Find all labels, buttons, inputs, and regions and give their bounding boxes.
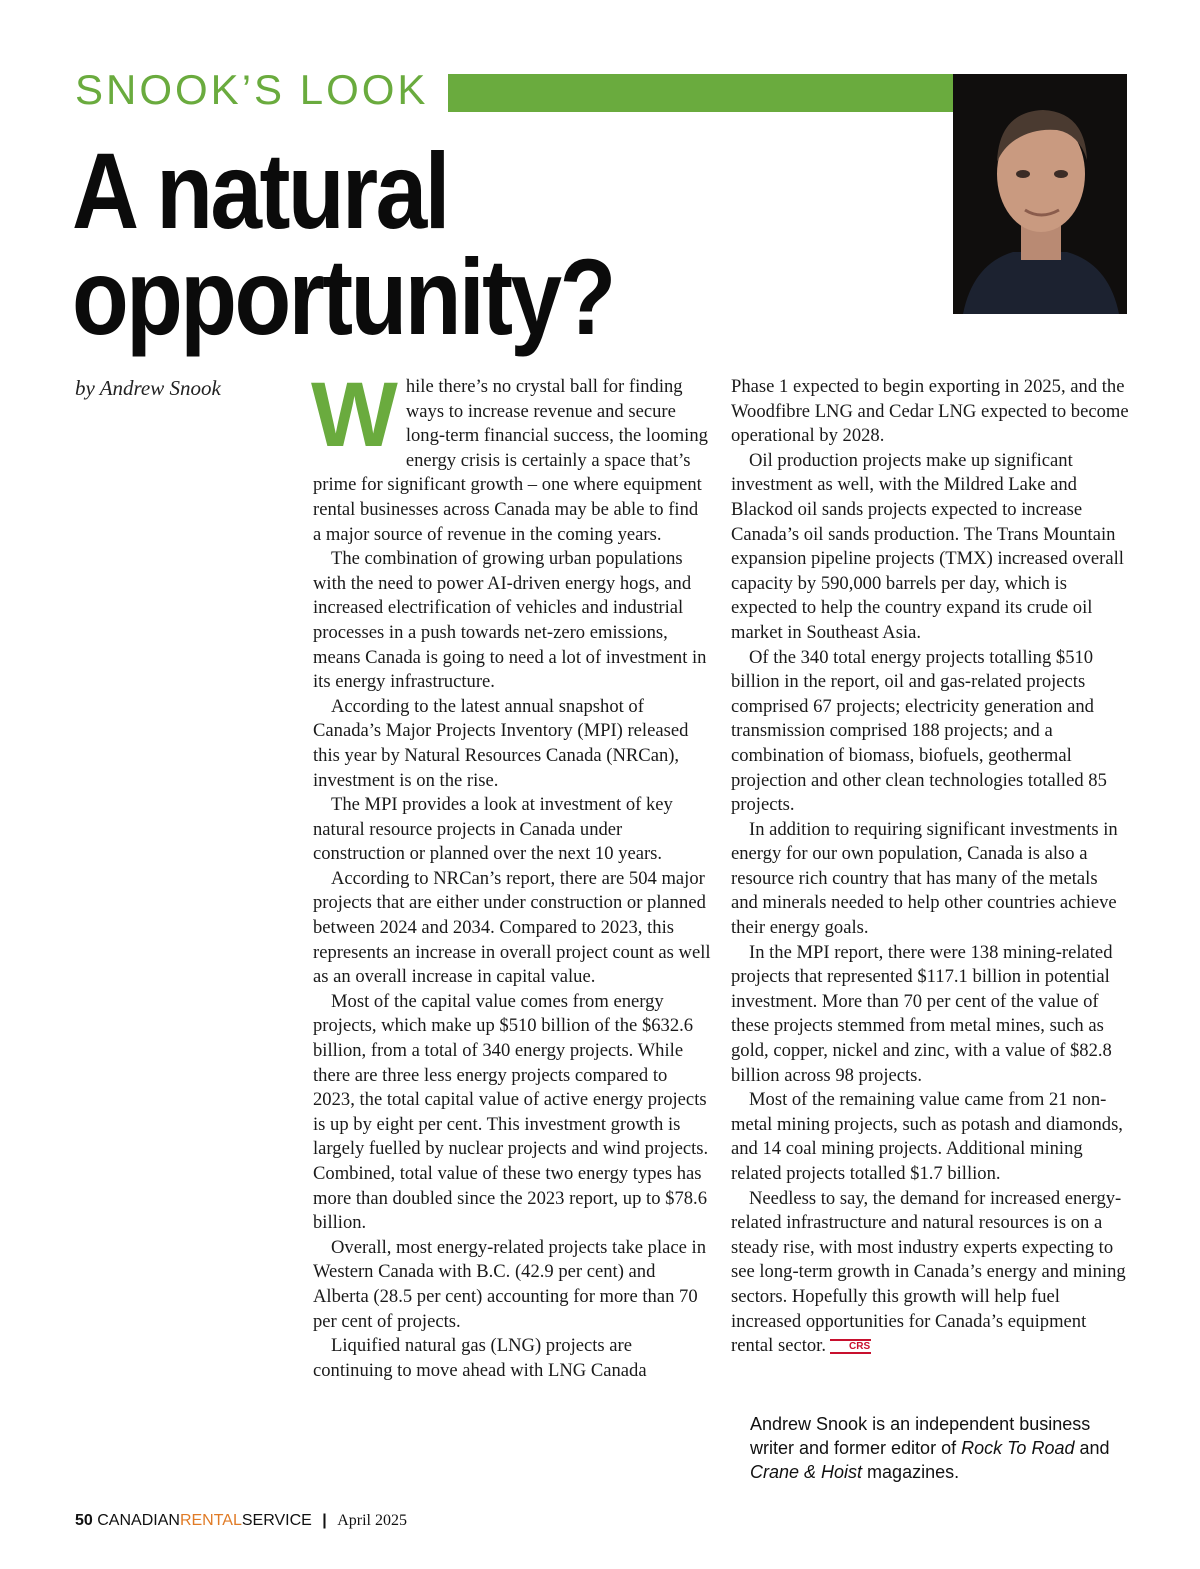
paragraph: While there’s no crystal ball for finding ways to increase revenue and secure long-term financial success, the looming energy crisis is certainly a space that’s prime for significant growth – one where equipment rental businesses across Canada may be able to find a major source of revenue in the coming years.: [311, 364, 708, 545]
paragraph: Most of the capital value comes from energy projects, which make up $510 billion of the $632.6 billion, from a total of 340 energy projects. While there are three less energy projects compared to 2023, the total capital value of active energy projects is up by eight per cent. This investment growth is largely fuelled by nuclear projects and wind projects. Combined, total value of these two energy types has more than doubled since the 2023 report, up to $78.6 billion.: [313, 990, 709, 1234]
paragraph: According to NRCan’s report, there are 504 major projects that are either under construction or planned between 2024 and 2034. Compared to 2023, this represents an increase in overall project count as well as an overall increase in capital value.: [313, 867, 711, 988]
paragraph: According to the latest annual snapshot of Canada’s Major Projects Inventory (MPI) released this year by Natural Resources Canada (NRCan), investment is on the rise.: [313, 695, 689, 791]
section-label: SNOOK’S LOOK: [75, 66, 429, 113]
paragraph: Oil production projects make up significant investment as well, with the Mildred Lake and Blackod oil sands projects expected to increase Canada’s oil sands production. The Trans Mountain expansion pipeline projects (TMX) increased overall capacity by 590,000 barrels per day, which is expected to help the country expand its crude oil market in Southeast Asia.: [731, 449, 1124, 643]
paragraph: Liquified natural gas (LNG) projects are continuing to move ahead with LNG Canada: [313, 1335, 647, 1381]
page-number: 50: [75, 1512, 93, 1529]
publication-name: Crane & Hoist: [750, 1462, 863, 1482]
author-bio: Andrew Snook is an independent business writer and former editor of Rock To Road and Crane & Hoist magazines.: [750, 1414, 1110, 1482]
article-column-2: [731, 375, 1129, 1359]
footer-separator: |: [322, 1512, 327, 1529]
paragraph: The MPI provides a look at investment of key natural resource projects in Canada under construction or planned over the next 10 years.: [313, 794, 673, 865]
paragraph: Overall, most energy-related projects take place in Western Canada with B.C. (42.9 per cent) and Alberta (28.5 per cent) accounting for more than 70 per cent of projects.: [313, 1236, 706, 1332]
issue-date: April 2025: [337, 1512, 407, 1529]
paragraph: In addition to requiring significant investments in energy for our own population, Canada is also a resource rich country that has many of the metals and minerals needed to help other countries achieve their energy goals.: [731, 818, 1118, 939]
section-accent-bar: [448, 74, 954, 112]
author-photo: [953, 74, 1127, 314]
page-footer: [75, 1510, 407, 1532]
paragraph: Phase 1 expected to begin exporting in 2025, and the Woodfibre LNG and Cedar LNG expected to become operational by 2028.: [731, 376, 1129, 447]
drop-cap: W: [311, 364, 398, 466]
paragraph: Of the 340 total energy projects totalling $510 billion in the report, oil and gas-related projects comprised 67 projects; electricity generation and transmission comprised 188 projects; and a combination of biomass, biofuels, geothermal projection and other clean technologies totalled 85 projects.: [731, 646, 1107, 816]
publication-title: CANADIANRENTALSERVICE: [97, 1512, 312, 1529]
paragraph: The combination of growing urban populations with the need to power AI-driven energy hogs, and increased electrification of vehicles and industrial processes in a push towards net-zero emissions, means Canada is going to need a lot of investment in its energy infrastructure.: [313, 548, 707, 693]
paragraph: Most of the remaining value came from 21 non-metal mining projects, such as potash and diamonds, and 14 coal mining projects. Additional mining related projects totalled $1.7 billion.: [731, 1089, 1123, 1184]
byline: by Andrew Snook: [75, 376, 221, 400]
article-column-1: [311, 364, 711, 1383]
paragraph: In the MPI report, there were 138 mining-related projects that represented $117.1 billion in potential investment. More than 70 per cent of the value of these projects stemmed from metal mines, such as gold, copper, nickel and zinc, with a value of $82.8 billion across 98 projects.: [731, 941, 1113, 1086]
headline: A natural opportunity?: [72, 130, 614, 357]
publication-name: Rock To Road: [961, 1438, 1075, 1458]
end-mark-icon: CRS: [830, 1339, 871, 1354]
paragraph: Needless to say, the demand for increased energy-related infrastructure and natural resources is on a steady rise, with most industry experts expecting to see long-term growth in Canada’s energy and mining sectors. Hopefully this growth will help fuel increased opportunities for Canada’s equipment rental sector. CRS: [731, 1187, 1126, 1357]
